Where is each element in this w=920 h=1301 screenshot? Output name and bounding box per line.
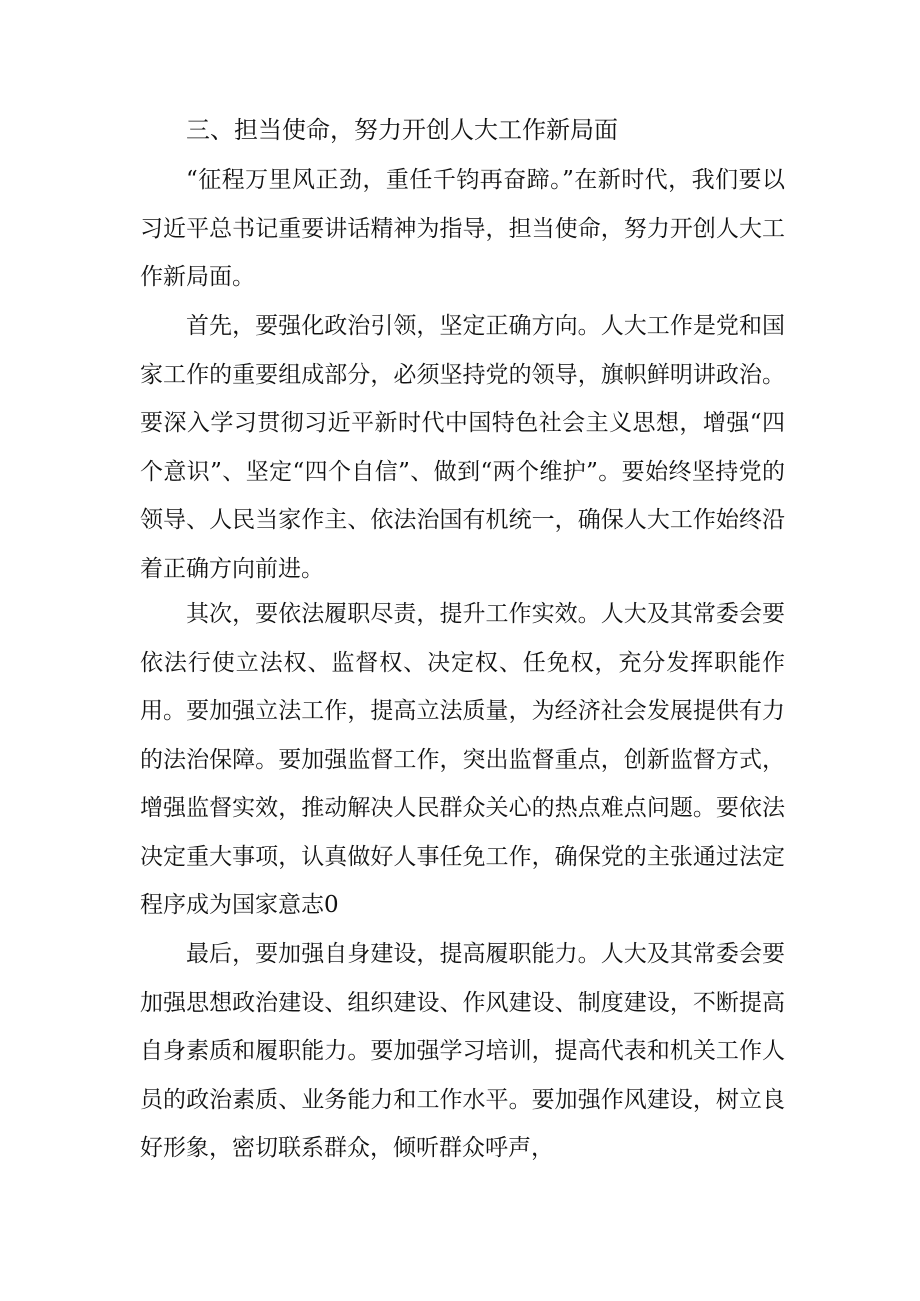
section-heading: 三、担当使命，努力开创人大工作新局面 — [186, 116, 618, 144]
paragraph-last: 最后，要加强自身建设，提高履职能力。人大及其常委会要加强思想政治建设、组织建设、作风建设、制度建设，不断提高自身素质和履职能力。要加强学习培训，提高代表和机关工作人员的政治素质、业务能力和工作水平。要加强作风建设，树立良好形象，密切联系群众，倾听群众呼声， — [140, 941, 785, 1161]
paragraph-second: 其次，要依法履职尽责，提升工作实效。人大及其常委会要依法行使立法权、监督权、决定权、任免权，充分发挥职能作用。要加强立法工作，提高立法质量，为经济社会发展提供有力的法治保障。要加强监督工作，突出监督重点，创新监督方式，增强监督实效，推动解决人民群众关心的热点难点问题。要依法决定重大事项，认真做好人事任免工作，确保党的主张通过法定程序成为国家意志0 — [140, 601, 785, 918]
paragraph-first: 首先，要强化政治引领，坚定正确方向。人大工作是党和国家工作的重要组成部分，必须坚持党的领导，旗帜鲜明讲政治。要深入学习贯彻习近平新时代中国特色社会主义思想，增强“四个意识”、坚定“四个自信”、做到“两个维护”。要始终坚持党的领导、人民当家作主、依法治国有机统一，确保人大工作始终沿着正确方向前进。 — [140, 313, 785, 582]
paragraph-intro: “征程万里风正劲，重任千钧再奋蹄。”在新时代，我们要以习近平总书记重要讲话精神为指导，担当使命，努力开创人大工作新局面。 — [140, 167, 785, 290]
